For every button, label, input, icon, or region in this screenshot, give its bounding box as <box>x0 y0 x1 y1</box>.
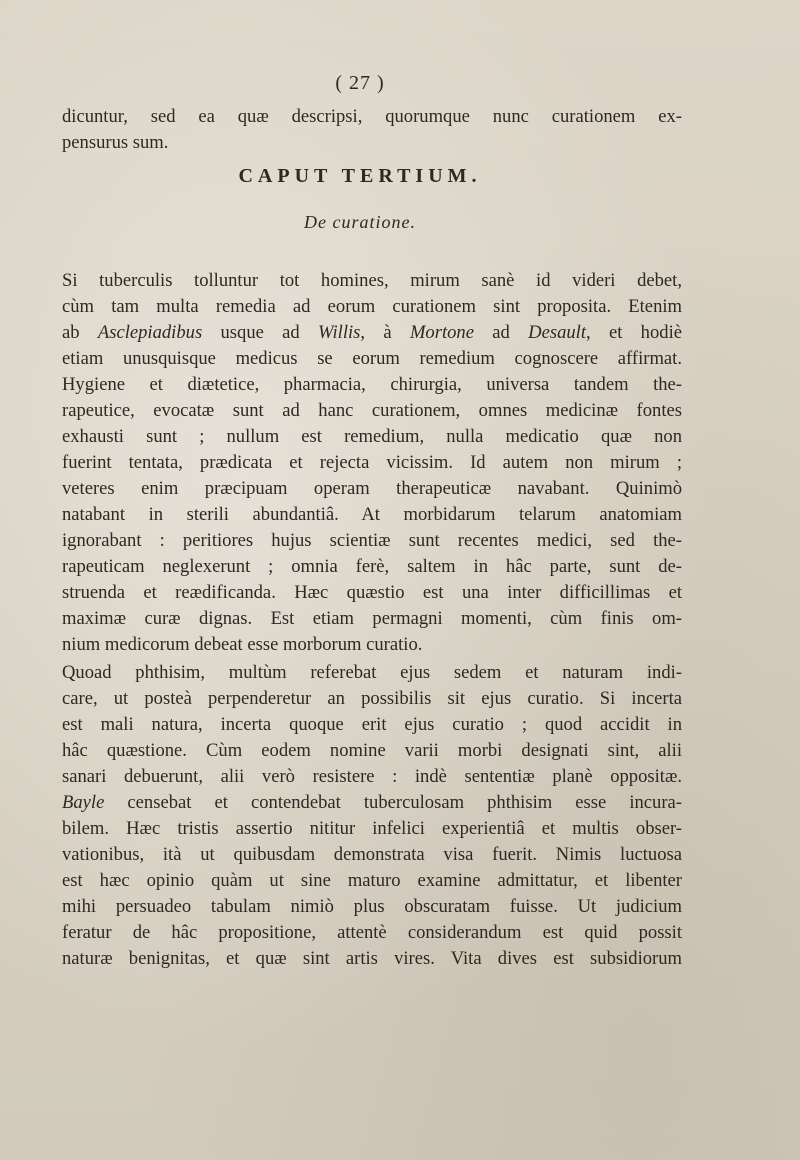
text-run: , à <box>360 322 410 343</box>
text-line: hâc quæstione. Cùm eodem nomine varii morbi designati sint, alii <box>62 740 682 761</box>
text-line: care, ut posteà perpenderetur an possibilis sit ejus curatio. Si incerta <box>62 688 682 709</box>
page-number: ( 27 ) <box>335 72 385 94</box>
italic-name: Bayle <box>62 792 105 813</box>
text-line: Hygiene et diætetice, pharmacia, chirurgia, universa tandem the- <box>62 374 682 395</box>
italic-name: Desault <box>528 322 586 343</box>
chapter-heading: CAPUT TERTIUM. <box>238 165 482 187</box>
text-run: usque ad <box>202 322 319 343</box>
text-line: nium medicorum debeat esse morborum curatio. <box>62 634 423 655</box>
text-line: Si tuberculis tolluntur tot homines, mirum sanè id videri debet, <box>62 270 682 291</box>
text-run: ad <box>473 322 529 343</box>
text-line: rapeutice, evocatæ sunt ad hanc curationem, omnes medicinæ fontes <box>62 400 682 421</box>
text-line: ignorabant : peritiores hujus scientiæ sunt recentes medici, sed the- <box>62 530 682 551</box>
text-line: natabant in sterili abundantiâ. At morbidarum telarum anatomiam <box>62 504 682 525</box>
text-line: rapeuticam neglexerunt ; omnia ferè, saltem in hâc parte, sunt de- <box>62 556 682 577</box>
text-line: bilem. Hæc tristis assertio nititur infelici experientiâ et multis obser- <box>62 818 682 839</box>
text-line: dicuntur, sed ea quæ descripsi, quorumque nunc curationem ex- <box>62 106 682 127</box>
text-line: est hæc opinio quàm ut sine maturo examine admittatur, et libenter <box>62 870 682 891</box>
text-line: vationibus, ità ut quibusdam demonstrata visa fuerit. Nimis luctuosa <box>62 844 682 865</box>
italic-name: Willis <box>318 322 361 343</box>
text-line: fuerint tentata, prædicata et rejecta vicissim. Id autem non mirum ; <box>62 452 682 473</box>
text-run: censebat et contendebat tuberculosam phthisim esse incura- <box>104 792 682 813</box>
text-run: , et hodiè <box>586 322 682 343</box>
text-line: naturæ benignitas, et quæ sint artis vires. Vita dives est subsidiorum <box>62 948 682 969</box>
text-line: exhausti sunt ; nullum est remedium, nulla medicatio quæ non <box>62 426 682 447</box>
text-line: est mali natura, incerta quoque erit ejus curatio ; quod accidit in <box>62 714 682 735</box>
text-line-with-name <box>62 790 682 816</box>
text-line: struenda et reædificanda. Hæc quæstio est una inter difficillimas et <box>62 582 682 603</box>
text-line: veteres enim præcipuam operam therapeuticæ navabant. Quinimò <box>62 478 682 499</box>
text-line: cùm tam multa remedia ad eorum curationem sint proposita. Etenim <box>62 296 682 317</box>
text-line: etiam unusquisque medicus se eorum remedium cognoscere affirmat. <box>62 348 682 369</box>
text-line: pensurus sum. <box>62 132 169 153</box>
text-run: ab <box>62 322 98 343</box>
chapter-subheading: De curatione. <box>304 212 416 232</box>
text-line: feratur de hâc propositione, attentè considerandum est quid possit <box>62 922 682 943</box>
text-line: maximæ curæ dignas. Est etiam permagni momenti, cùm finis om- <box>62 608 682 629</box>
text-line: sanari debuerunt, alii verò resistere : indè sententiæ planè oppositæ. <box>62 766 682 787</box>
text-line: Quoad phthisim, multùm referebat ejus sedem et naturam indi- <box>62 662 682 683</box>
text-line: mihi persuadeo tabulam nimiò plus obscuratam fuisse. Ut judicium <box>62 896 682 917</box>
italic-name: Asclepiadibus <box>97 322 203 343</box>
text-line-with-names <box>62 320 682 346</box>
italic-name: Mortone <box>409 322 474 343</box>
